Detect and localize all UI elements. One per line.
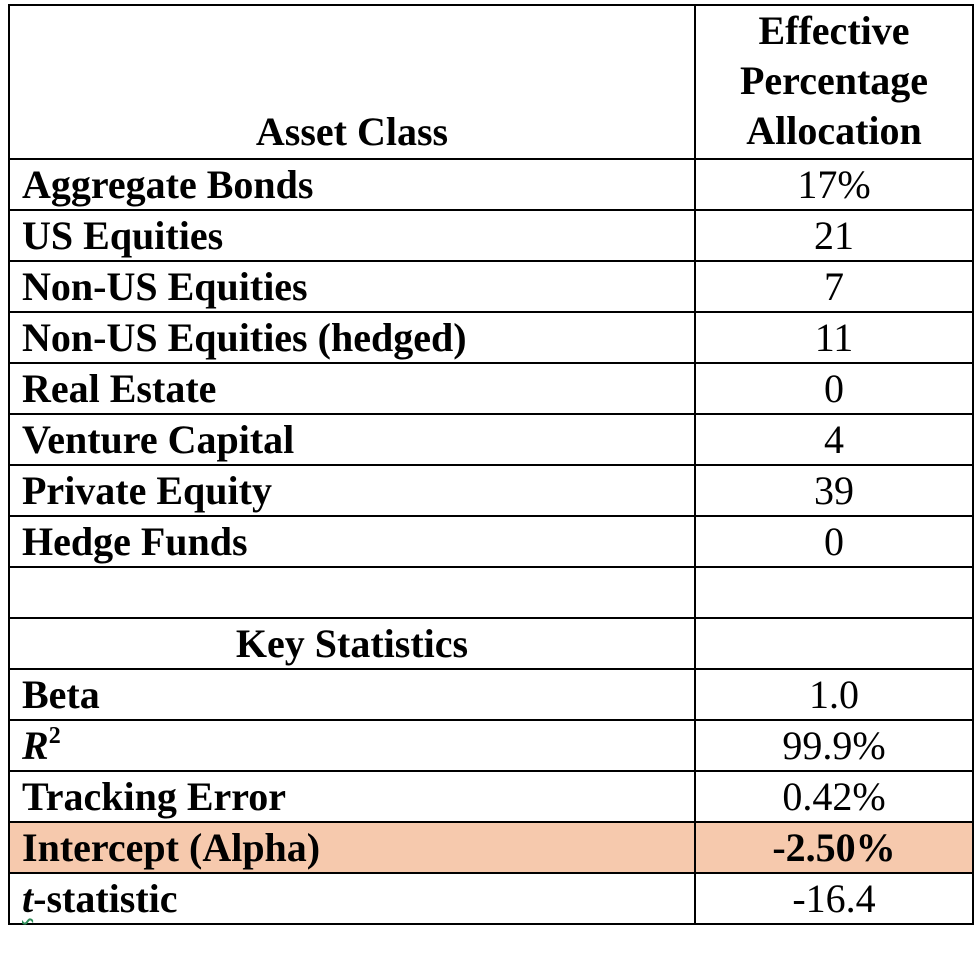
stat-row-tracking-error [9,771,973,822]
table-row [9,516,973,567]
beta-label: Beta [9,669,695,720]
stat-row-beta [9,669,973,720]
table-row [9,312,973,363]
r-squared-value: 99.9% [695,720,973,771]
table-row [9,261,973,312]
row-value: 21 [695,210,973,261]
t-symbol: t [22,876,34,921]
t-statistic-label [9,873,695,924]
stat-row-r-squared [9,720,973,771]
blank-cell [9,567,695,618]
beta-value: 1.0 [695,669,973,720]
stat-row-intercept [9,822,973,873]
tracking-error-label: Tracking Error [9,771,695,822]
stat-row-t-statistic [9,873,973,924]
allocation-table [8,4,974,925]
table-row [9,414,973,465]
table-row [9,159,973,210]
blank-cell [695,567,973,618]
table-row [9,363,973,414]
allocation-header [695,5,973,159]
row-value: 17% [695,159,973,210]
row-value: 0 [695,363,973,414]
row-value: 0 [695,516,973,567]
allocation-header-line3: Allocation [746,108,922,153]
r-symbol: R [22,723,49,768]
row-label: Non-US Equities (hedged) [9,312,695,363]
row-label: US Equities [9,210,695,261]
r-squared-label [9,720,695,771]
table-row [9,465,973,516]
intercept-value: -2.50% [695,822,973,873]
row-label: Private Equity [9,465,695,516]
row-label: Venture Capital [9,414,695,465]
table-row [9,210,973,261]
t-statistic-value: -16.4 [695,873,973,924]
row-label: Hedge Funds [9,516,695,567]
allocation-header-line2: Percentage [739,58,929,103]
blank-cell [695,618,973,669]
tracking-error-value: 0.42% [695,771,973,822]
blank-row [9,567,973,618]
asset-class-header: Asset Class [9,5,695,159]
row-label: Real Estate [9,363,695,414]
row-value: 11 [695,312,973,363]
row-label: Non-US Equities [9,261,695,312]
r-superscript: 2 [48,723,61,749]
intercept-label: Intercept (Alpha) [9,822,695,873]
section-header-row [9,618,973,669]
row-value: 7 [695,261,973,312]
row-value: 39 [695,465,973,516]
header-row [9,5,973,159]
row-label: Aggregate Bonds [9,159,695,210]
key-statistics-title: Key Statistics [9,618,695,669]
row-value: 4 [695,414,973,465]
t-statistic-label-rest: -statistic [33,876,178,921]
allocation-header-line1: Effective [758,8,910,53]
